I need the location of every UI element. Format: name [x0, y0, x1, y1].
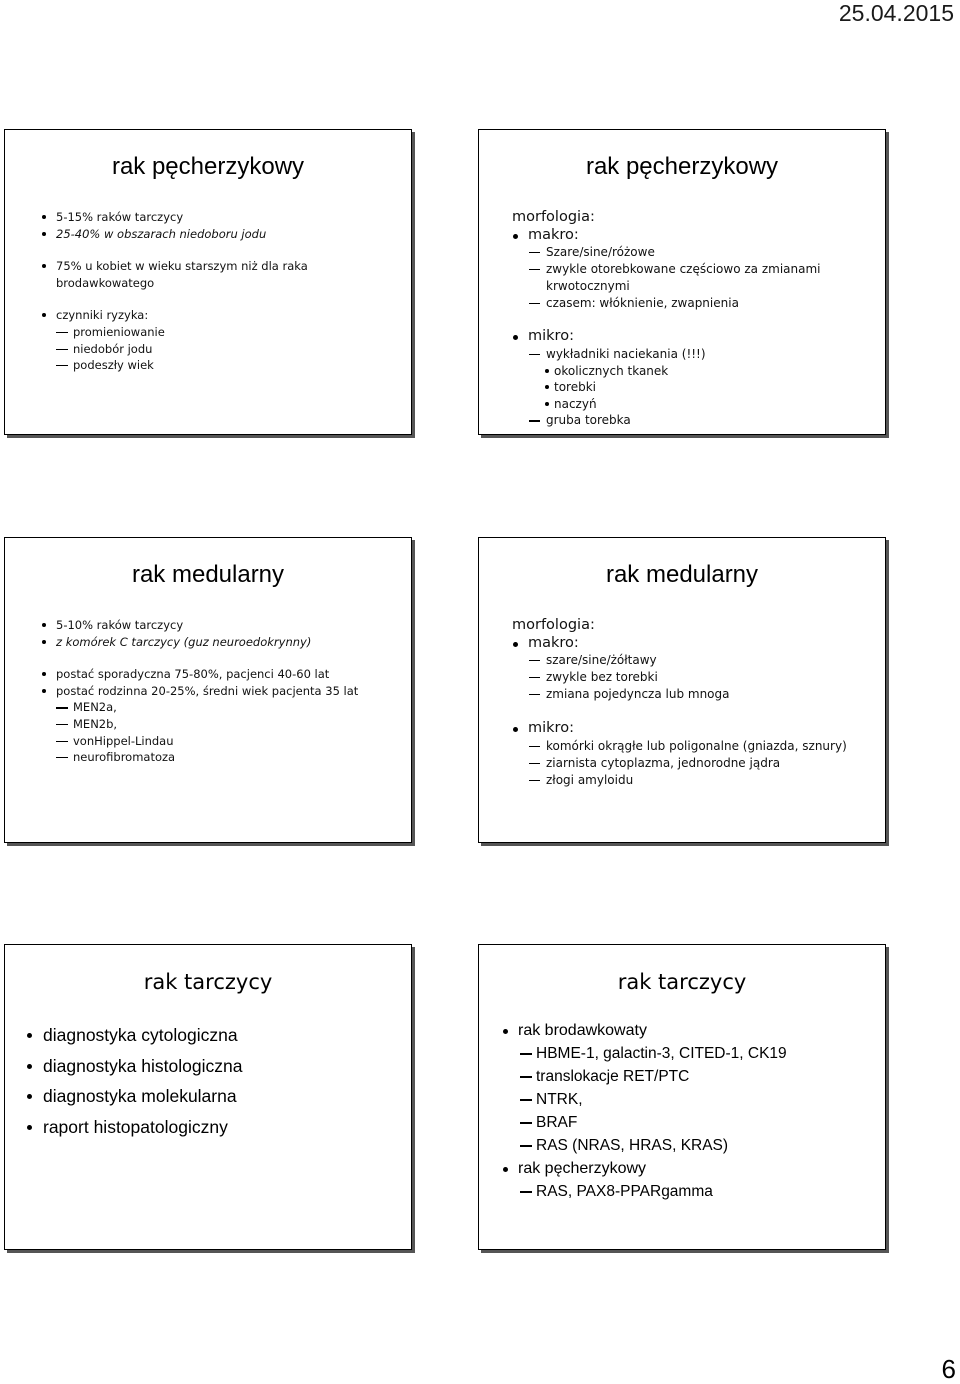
sub-item: MEN2a,	[36, 699, 358, 716]
sub-item: MEN2b,	[36, 716, 358, 733]
list-item: 5-10% raków tarczycy	[36, 617, 358, 634]
sub-item: NTRK,	[501, 1088, 787, 1111]
sub-item: zwykle otorebkowane częściowo za zmianami	[512, 261, 821, 278]
list-item: z komórek C tarczycy (guz neuroedokrynny)	[36, 634, 358, 651]
slide-body	[36, 209, 308, 374]
slide-title: rak medularny	[131, 561, 285, 588]
sub-item: Szare/sine/różowe	[512, 244, 821, 261]
sub-item: czasem: włóknienie, zwapnienia	[512, 295, 821, 312]
sub-item: złogi amyloidu	[512, 772, 847, 789]
slide-body	[512, 617, 847, 789]
slide-5	[4, 944, 412, 1250]
list-item: 25-40% w obszarach niedoboru jodu	[36, 226, 308, 243]
list-item: diagnostyka molekularna	[25, 1081, 242, 1112]
sub-item: zmiana pojedyncza lub mnoga	[512, 686, 847, 703]
list-item: diagnostyka cytologiczna	[25, 1020, 242, 1051]
sub-item-continuation: krwotocznymi	[546, 279, 630, 293]
sub-item: vonHippel-Lindau	[36, 733, 358, 750]
slide-4	[478, 537, 886, 843]
list-item: rak brodawkowaty	[501, 1019, 787, 1042]
sub-item: komórki okrągłe lub poligonalne (gniazda, sznury)	[512, 738, 847, 755]
list-item: rak pęcherzykowy	[501, 1157, 787, 1180]
slide-body	[25, 1020, 242, 1142]
slide-3	[4, 537, 412, 843]
slide-2	[478, 129, 886, 435]
list-item: makro:	[512, 227, 821, 245]
sub-item: gruba torebka	[512, 412, 821, 429]
print-date: 25.04.2015	[838, 0, 954, 26]
sub-item: translokacje RET/PTC	[501, 1065, 787, 1088]
list-item: mikro:	[512, 328, 821, 346]
sub-item: ziarnista cytoplazma, jednorodne jądra	[512, 755, 847, 772]
slide-title: rak pęcherzykowy	[111, 153, 305, 180]
slide-title: rak pęcherzykowy	[585, 153, 779, 180]
sub-item: podeszły wiek	[36, 357, 308, 374]
sub-sub-item: okolicznych tkanek	[512, 363, 821, 380]
slide-1	[4, 129, 412, 435]
list-item: makro:	[512, 635, 847, 653]
list-item: 5-15% raków tarczycy	[36, 209, 308, 226]
slide-title: rak tarczycy	[617, 970, 747, 994]
sub-item: RAS (NRAS, HRAS, KRAS)	[501, 1134, 787, 1157]
slide-6	[478, 944, 886, 1250]
sub-item: niedobór jodu	[36, 341, 308, 358]
sub-sub-item: torebki	[512, 379, 821, 396]
sub-item: promieniowanie	[36, 324, 308, 341]
list-item: postać rodzinna 20-25%, średni wiek pacjenta 35 lat	[36, 683, 358, 700]
sub-item: szare/sine/żółtawy	[512, 652, 847, 669]
sub-item: HBME-1, galactin-3, CITED-1, CK19	[501, 1042, 787, 1065]
section-label: morfologia:	[512, 617, 595, 633]
slide-body	[512, 209, 821, 429]
list-item-continuation: brodawkowatego	[56, 275, 155, 290]
list-item: postać sporadyczna 75-80%, pacjenci 40-60 lat	[36, 666, 358, 683]
section-label: morfologia:	[512, 209, 595, 225]
slide-body	[36, 617, 358, 766]
page-number: 6	[941, 1354, 956, 1384]
slide-body	[501, 1019, 787, 1203]
list-item: czynniki ryzyka:	[36, 307, 308, 324]
list-item: raport histopatologiczny	[25, 1112, 242, 1143]
slide-title: rak tarczycy	[143, 970, 273, 994]
sub-item: zwykle bez torebki	[512, 669, 847, 686]
list-item: 75% u kobiet w wieku starszym niż dla raka	[36, 258, 308, 275]
list-item: mikro:	[512, 720, 847, 738]
sub-item: wykładniki naciekania (!!!)	[512, 346, 821, 363]
sub-item: neurofibromatoza	[36, 749, 358, 766]
sub-sub-item: naczyń	[512, 396, 821, 413]
slide-title: rak medularny	[605, 561, 759, 588]
sub-item: RAS, PAX8-PPARgamma	[501, 1180, 787, 1203]
sub-item: BRAF	[501, 1111, 787, 1134]
list-item: diagnostyka histologiczna	[25, 1051, 242, 1082]
